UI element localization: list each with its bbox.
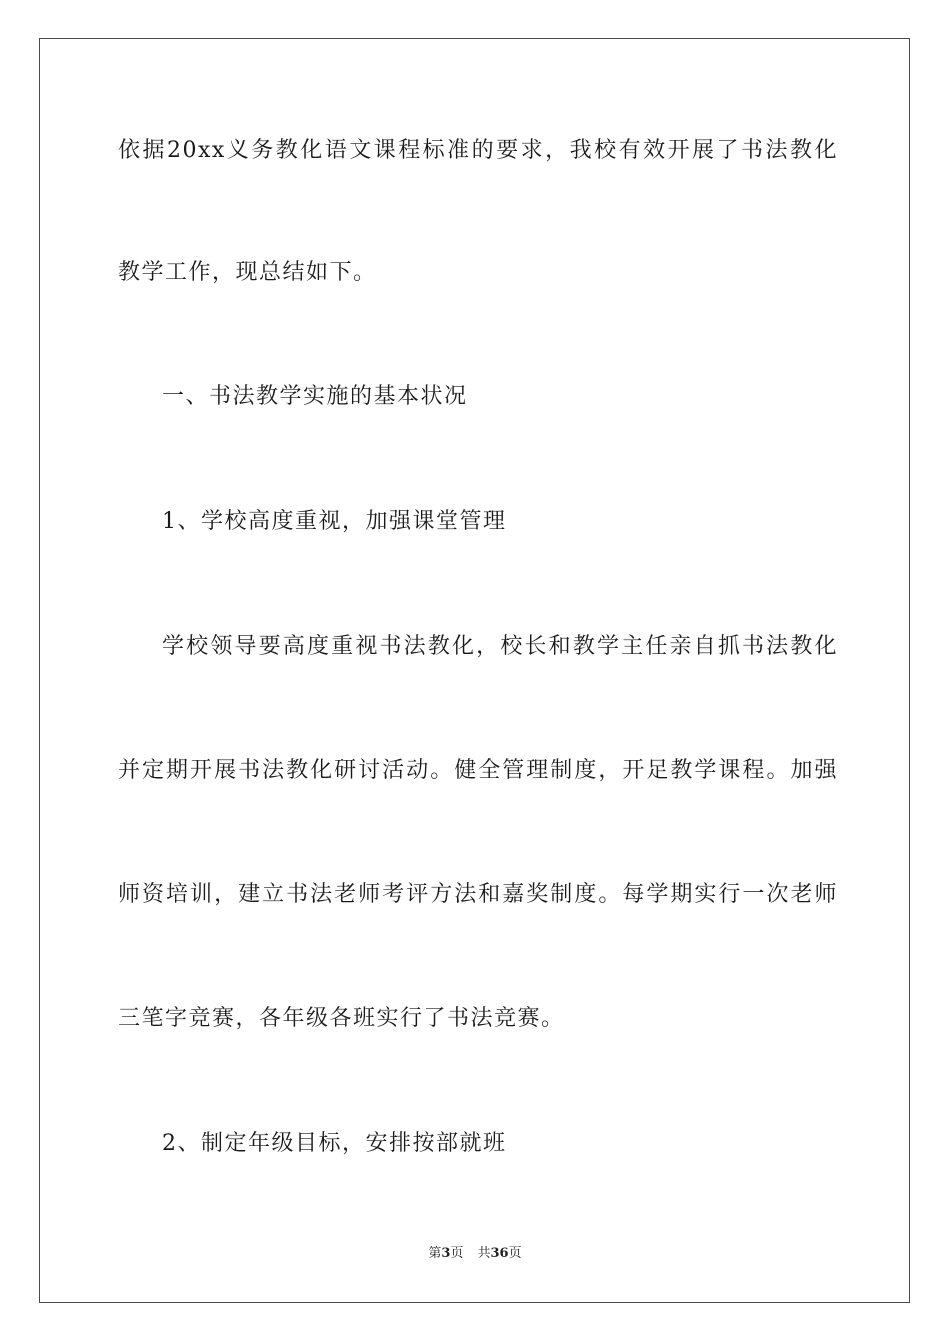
body-line-8: 三笔字竞赛，各年级各班实行了书法竞赛。 — [118, 1006, 565, 1031]
section-heading: 一、书法教学实施的基本状况 — [162, 384, 468, 409]
footer-page-prefix: 第 — [428, 1246, 442, 1261]
body-line-5: 学校领导要高度重视书法教化，校长和教学主任亲自抓书法教化 — [162, 634, 838, 659]
subsection-heading-2: 2、制定年级目标，安排按部就班 — [162, 1131, 507, 1156]
footer-page-suffix: 页 — [450, 1246, 464, 1261]
footer-total-pages: 36 — [490, 1246, 509, 1261]
footer-total-prefix: 共 — [477, 1246, 491, 1261]
footer-total-suffix: 页 — [508, 1246, 522, 1261]
footer-page-number: 3 — [441, 1246, 451, 1261]
subsection-heading-1: 1、学校高度重视，加强课堂管理 — [162, 509, 507, 534]
body-line-6: 并定期开展书法教化研讨活动。健全管理制度，开足教学课程。加强 — [118, 758, 838, 783]
page-footer — [0, 1244, 950, 1264]
body-line-1: 依据20xx义务教化语文课程标准的要求，我校有效开展了书法教化 — [118, 138, 838, 163]
page-border — [39, 38, 910, 1303]
body-line-7: 师资培训，建立书法老师考评方法和嘉奖制度。每学期实行一次老师 — [118, 882, 838, 907]
body-line-2: 教学工作，现总结如下。 — [118, 260, 377, 285]
